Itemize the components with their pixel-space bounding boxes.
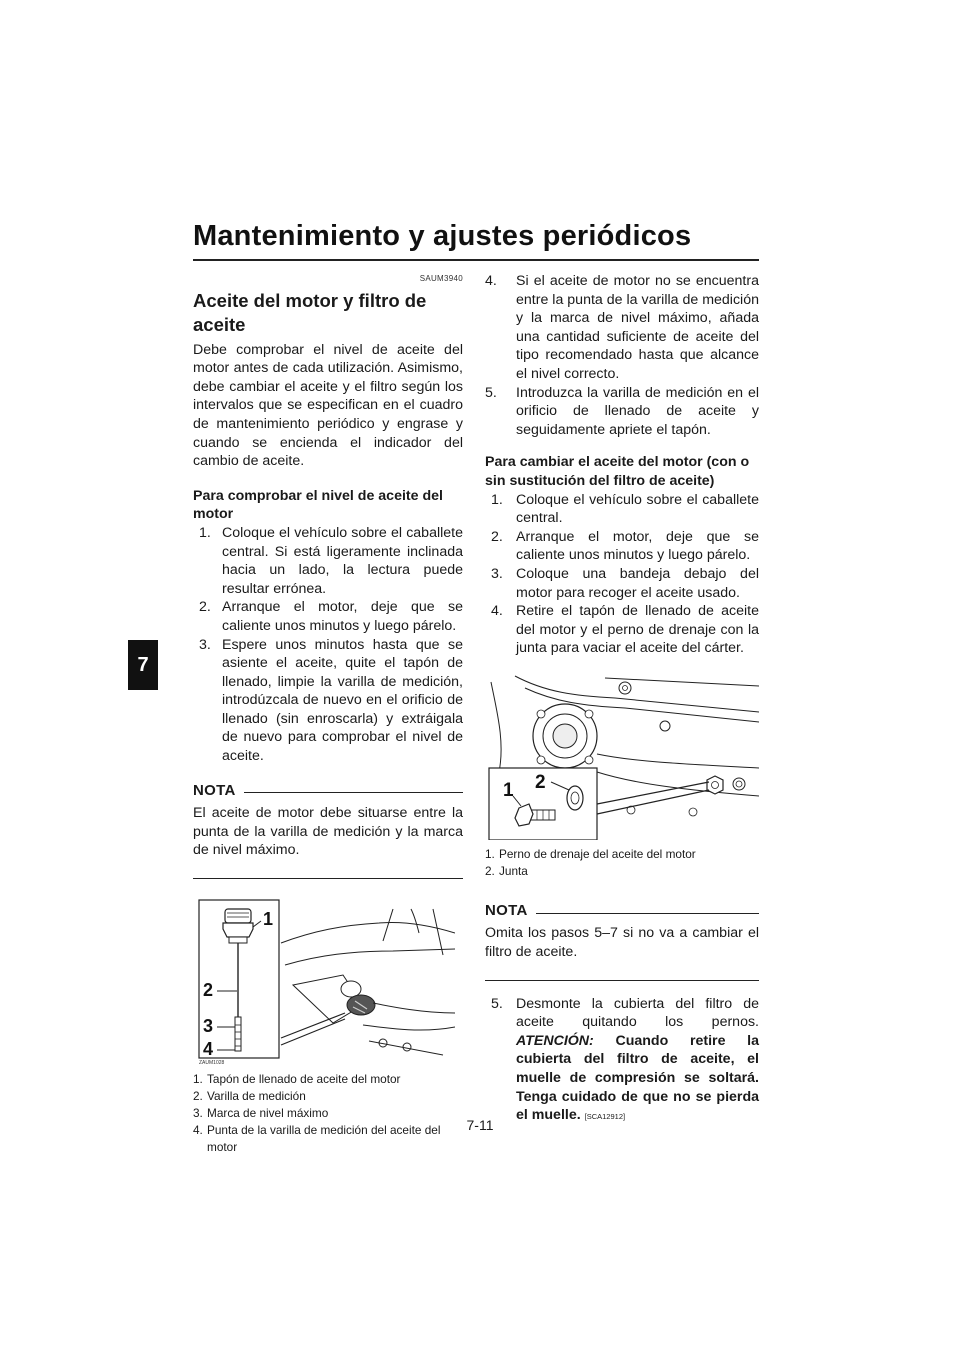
warning-text: Cuando retire la cubierta del filtro de aceite, el muelle de compresión se soltará. Tenga cuidado de que no se pierda el muelle.: [516, 1032, 759, 1124]
step-text: Si el aceite de motor no se encuentra entre la punta de la varilla de medición y la marca de nivel máximo, añada una cantidad suficiente de aceite del tipo recomendado hasta que alcance el nivel correcto.: [516, 273, 759, 382]
nota-end-rule: [485, 980, 759, 981]
right-column: [485, 272, 759, 1127]
drain-bolt-captions: [485, 846, 759, 880]
step-text: Retire el tapón de llenado de aceite del motor y el perno de drenaje con la junta para vaciar el aceite del cárter.: [516, 603, 759, 657]
step-text: Arranque el motor, deje que se caliente unos minutos y luego párelo.: [516, 528, 759, 564]
caption-number: 1.: [193, 1072, 203, 1087]
caption-text: Tapón de llenado de aceite del motor: [207, 1072, 401, 1087]
caption-number: 2.: [193, 1089, 203, 1104]
figure-label: 4: [203, 1039, 214, 1060]
dipstick-illustration: [193, 895, 455, 1065]
figure-label: 2: [203, 980, 214, 1001]
caption-item: [485, 846, 759, 863]
step-number: 2.: [491, 528, 503, 545]
figure-label: 3: [203, 1016, 214, 1037]
caption-item: [485, 863, 759, 880]
step-number: 1.: [491, 491, 503, 508]
drain-bolt-illustration: [485, 672, 759, 840]
caption-number: 1.: [485, 846, 495, 861]
step-text: Coloque una bandeja debajo del motor para recoger el aceite usado.: [516, 565, 759, 601]
caption-text: Marca de nivel máximo: [207, 1106, 329, 1121]
step-text: Arranque el motor, deje que se caliente unos minutos y luego párelo.: [222, 599, 463, 634]
list-item: [485, 565, 759, 602]
caption-text: Punta de la varilla de medición del aceite del motor: [207, 1123, 441, 1155]
list-item: [485, 491, 759, 528]
caption-number: 3.: [193, 1106, 203, 1121]
left-column: [193, 270, 463, 1156]
step-number: 2.: [199, 599, 211, 616]
step-text: Espere unos minutos hasta que se asiente el aceite, quite el tapón de llenado, limpie la varilla de medición, introdúzcala de nuevo en el orificio de llenado (sin enroscarla) y extráigala de nuevo para comprobar el nivel de aceite.: [222, 636, 463, 765]
check-level-subhead: Para comprobar el nivel de aceite del motor: [193, 487, 443, 523]
chapter-tab: 7: [128, 640, 158, 690]
caption-item: [193, 1071, 463, 1088]
attention-label: ATENCIÓN:: [516, 1032, 594, 1049]
caption-text: Varilla de medición: [207, 1089, 306, 1104]
step-number: 3.: [491, 565, 503, 582]
section-title: Aceite del motor y filtro de aceite: [193, 289, 427, 335]
nota-text: El aceite de motor debe situarse entre la punta de la varilla de medición y la marca de nivel máximo.: [193, 805, 463, 859]
step-number: 4.: [485, 273, 497, 289]
nota-label: NOTA: [485, 901, 528, 919]
list-item: [485, 528, 759, 565]
list-item: [193, 524, 463, 598]
list-item: [485, 272, 759, 384]
list-item: [485, 602, 759, 658]
nota-heading: [485, 902, 759, 921]
step-number: 4.: [491, 603, 503, 620]
nota-text: Omita los pasos 5–7 si no va a cambiar el filtro de aceite.: [485, 925, 759, 961]
list-item: [193, 598, 463, 635]
nota-rule: [244, 792, 463, 793]
change-oil-steps: [485, 491, 759, 658]
nota-label: NOTA: [193, 781, 236, 799]
dipstick-figure: [193, 895, 455, 1065]
nota-rule: [536, 913, 759, 914]
filter-steps: [485, 995, 759, 1127]
step-number: 3.: [199, 636, 211, 653]
step-text: Coloque el vehículo sobre el caballete central. Si está ligeramente inclinada hacia un lado, la lectura puede resultar errónea.: [222, 524, 463, 597]
intro-paragraph: Debe comprobar el nivel de aceite del motor antes de cada utilización. Asimismo, debe cambiar el aceite y el filtro según los intervalos que se especifican en el cuadro de mantenimiento periódico y engrase y cuando se encienda el indicador del cambio de aceite.: [193, 341, 463, 470]
caption-number: 4.: [193, 1123, 203, 1138]
step-text: Desmonte la cubierta del filtro de aceite quitando los pernos.: [516, 995, 759, 1031]
dipstick-captions: [193, 1071, 463, 1156]
figure-code: ZAUM1028: [199, 1060, 225, 1066]
check-level-steps-continued: [485, 272, 759, 439]
list-item: [193, 636, 463, 766]
caption-text: Junta: [499, 863, 528, 878]
caption-number: 2.: [485, 863, 495, 878]
figure-label: 2: [535, 771, 546, 793]
caption-text: Perno de drenaje del aceite del motor: [499, 846, 696, 861]
page-title: Mantenimiento y ajustes periódicos: [193, 220, 692, 252]
step-number: 1.: [199, 524, 211, 541]
figure-label: 1: [503, 779, 514, 801]
section-code: SAUM3940: [419, 274, 463, 283]
step-text: Introduzca la varilla de medición en el orificio de llenado de aceite y seguidamente apriete el tapón.: [516, 384, 759, 438]
page-number: 7-11: [466, 1117, 494, 1133]
header-rule: [193, 259, 759, 261]
drain-bolt-figure: [485, 672, 759, 840]
list-item: [485, 995, 759, 1127]
warning-code: [SCA12912]: [584, 1112, 626, 1122]
step-number: 5.: [491, 995, 503, 1012]
list-item: [485, 384, 759, 440]
step-number: 5.: [485, 384, 497, 401]
check-level-steps: [193, 524, 463, 766]
nota-heading: [193, 782, 463, 801]
change-oil-subhead: Para cambiar el aceite del motor (con o sin sustitución del filtro de aceite): [485, 454, 750, 489]
figure-label: 1: [263, 909, 274, 930]
nota-end-rule: [193, 878, 463, 879]
step-text: Coloque el vehículo sobre el caballete central.: [516, 491, 759, 527]
caption-item: [193, 1088, 463, 1105]
